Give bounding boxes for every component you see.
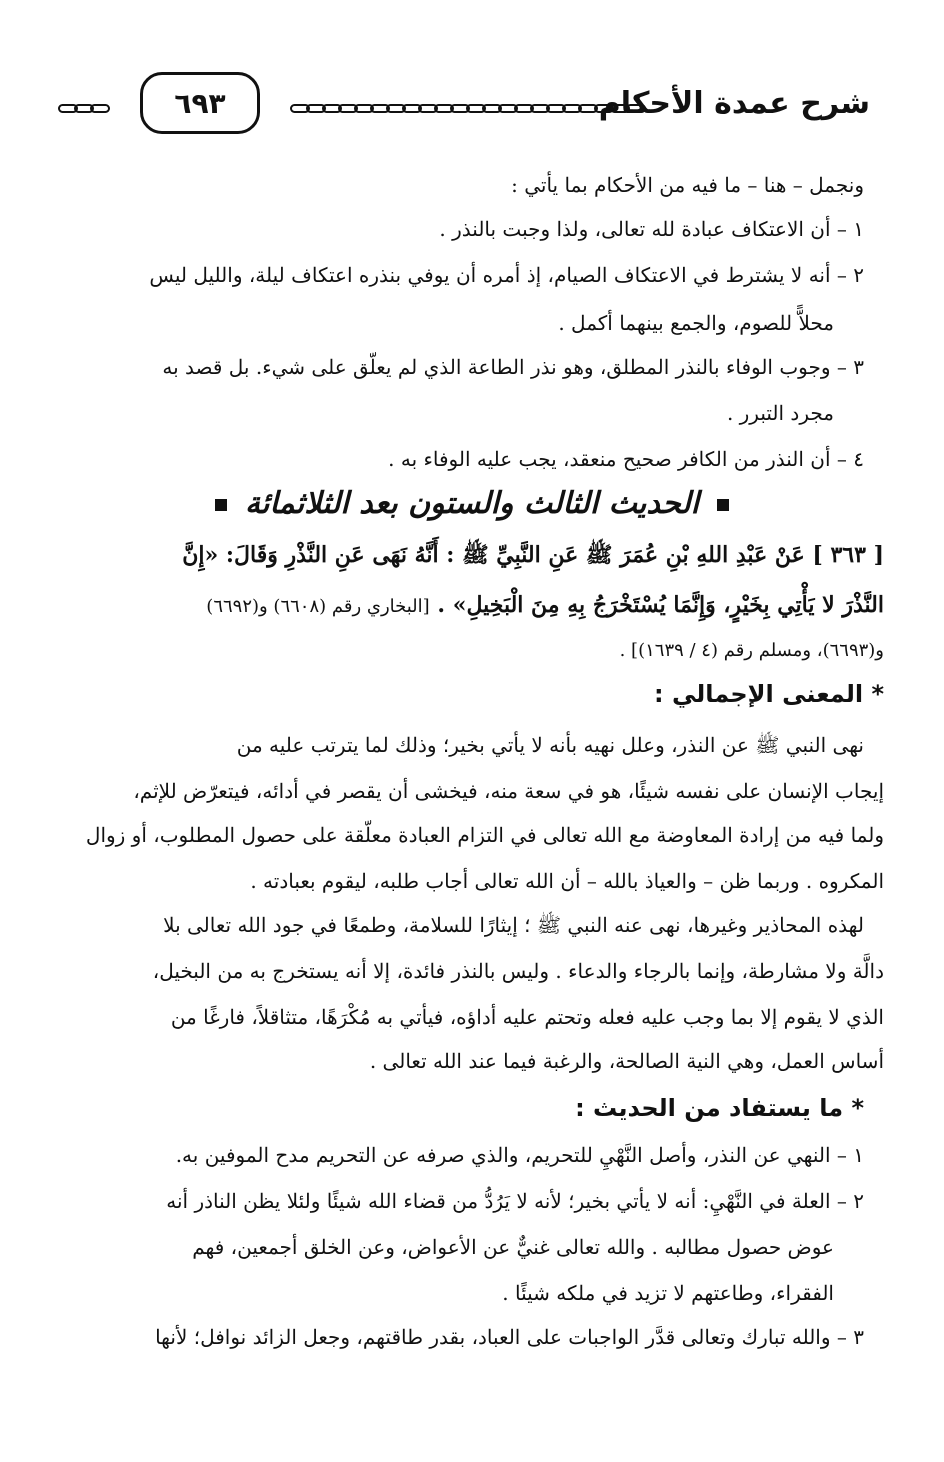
- general-meaning-heading: * المعنى الإجمالي :: [654, 680, 884, 708]
- ruling-line: ٢ – أنه لا يشترط في الاعتكاف الصيام، إذ أمره أن يوفي بنذره اعتكاف ليلة، والليل ليس: [149, 263, 864, 287]
- hadith-text: النَّذْرَ لا يَأْتِي بِخَيْرٍ، وَإِنَّمَا يُسْتَخْرَجُ بِهِ مِنَ الْبَخِيلِ» .: [437, 592, 884, 618]
- hadith-line: [ ٣٦٣ ] عَنْ عَبْدِ اللهِ بْنِ عُمَرَ ﷺ عَنِ النَّبِيِّ ﷺ : أَنَّهُ نَهَى عَنِ النَّذْرِ وَقَالَ: «إِنَّ: [182, 542, 884, 568]
- square-bullet-icon: [717, 499, 729, 511]
- ruling-line: محلاًّ للصوم، والجمع بينهما أكمل .: [558, 311, 834, 335]
- meaning-line: لهذه المحاذير وغيرها، نهى عنه النبي ﷺ ؛ إيثارًا للسلامة، وطمعًا في جود الله تعالى بلا: [163, 913, 864, 937]
- ruling-line: مجرد التبرر .: [726, 401, 834, 425]
- benefit-line: ١ – النهي عن النذر، وأصل النَّهْيِ للتحريم، والذي صرفه عن التحريم مدح الموفين به.: [175, 1143, 864, 1167]
- square-bullet-icon: [215, 499, 227, 511]
- benefit-line: ٣ – والله تبارك وتعالى قدَّر الواجبات على العباد، بقدر طاقتهم، وجعل الزائد نوافل؛ لأنها: [155, 1325, 864, 1349]
- intro-line: ونجمل – هنا – ما فيه من الأحكام بما يأتي :: [511, 173, 864, 197]
- ruling-line: ٤ – أن النذر من الكافر صحيح منعقد، يجب عليه الوفاء به .: [388, 447, 864, 471]
- meaning-line: ولما فيه من إرادة المعاوضة مع الله تعالى في التزام العبادة معلّقة على حصول المطلوب، أو زوال: [85, 823, 884, 847]
- meaning-line: دالَّة ولا مشارطة، وإنما بالرجاء والدعاء . وليس بالنذر فائدة، إلا أنه يستخرج به من البخيل،: [152, 959, 884, 983]
- ruling-line: ٣ – وجوب الوفاء بالنذر المطلق، وهو نذر الطاعة الذي لم يعلّق على شيء. بل قصد به: [162, 355, 864, 379]
- hadith-line: [64, 590, 884, 622]
- benefit-line: ٢ – العلة في النَّهْيِ: أنه لا يأتي بخير؛ لأنه لا يَرُدُّ من قضاء الله شيئًا ولئلا يظن الناذر أنه: [166, 1189, 864, 1213]
- page-header: [50, 72, 870, 134]
- section-title: [0, 486, 944, 521]
- ruling-line: ١ – أن الاعتكاف عبادة لله تعالى، ولذا وجبت بالنذر .: [439, 217, 864, 241]
- hadith-reference-line: و(٦٦٩٣)، ومسلم رقم (٤ / ١٦٣٩)] .: [619, 640, 884, 661]
- chain-ornament-short: [58, 104, 106, 116]
- benefit-line: الفقراء، وطاعتهم لا تزيد في ملكه شيئًا .: [502, 1281, 834, 1305]
- chain-ornament: [290, 104, 660, 116]
- hadith-reference: [البخاري رقم (٦٦٠٨) و(٦٦٩٢): [206, 596, 430, 617]
- meaning-line: إيجاب الإنسان على نفسه شيئًا، هو في سعة منه، فيخشى أن يقصر في أدائه، فيتعرّض للإثم،: [133, 779, 884, 803]
- meaning-line: أساس العمل، وهي النية الصالحة، والرغبة فيما عند الله تعالى .: [369, 1049, 884, 1073]
- section-title-text: الحديث الثالث والستون بعد الثلاثمائة: [244, 486, 699, 521]
- page-number: ٦٩٣: [140, 72, 260, 134]
- benefit-line: عوض حصول مطالبه . والله تعالى غنيٌّ عن الأعواض، وعن الخلق أجمعين، فهم: [192, 1235, 834, 1259]
- meaning-line: نهى النبي ﷺ عن النذر، وعلل نهيه بأنه لا يأتي بخير؛ وذلك لما يترتب عليه من: [236, 733, 864, 757]
- benefits-heading: * ما يستفاد من الحديث :: [575, 1094, 864, 1122]
- book-title: شرح عمدة الأحكام: [598, 86, 870, 121]
- meaning-line: المكروه . وربما ظن – والعياذ بالله – أن الله تعالى أجاب طلبه، ليقوم بعبادته .: [250, 869, 884, 893]
- meaning-line: الذي لا يقوم إلا بما وجب عليه فعله وتحتم عليه أداؤه، فيأتي به مُكْرَهًا، متثاقلاً، فارغًا من: [170, 1005, 884, 1029]
